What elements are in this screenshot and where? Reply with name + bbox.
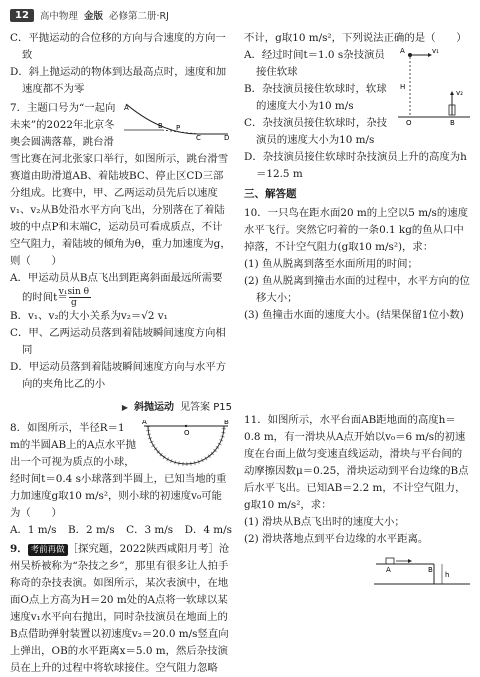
topic-title: 斜抛运动	[134, 402, 175, 413]
book-title: 高中物理	[39, 11, 78, 22]
q8-options	[10, 522, 232, 539]
q8-option-d: D．4 m/s	[184, 524, 232, 536]
edition-label: 必修第二册·RJ	[108, 11, 169, 22]
q9-stem-continued: 不计，g取10 m/s²，下列说法正确的是（ ）	[244, 32, 467, 44]
q10-stem: 10．一只鸟在距水面20 m的上空以5 m/s的速度水平飞行。突然它叼着的一条0.1 kg的鱼从口中掉落，不计空气阻力(g取10 m/s²)，求：	[244, 207, 469, 253]
figure-11-platform	[372, 552, 472, 588]
fig9-label-a: A	[400, 47, 405, 55]
q6-option-c: C．平抛运动的合位移的方向与合速度的方向一致	[10, 32, 226, 61]
question-11	[244, 412, 472, 588]
page-header	[10, 6, 470, 24]
q7-stem: 7．主题口号为“一起向未来”的2022年北京冬奥会圆满落幕，跳台滑雪比赛在河北张家口举行，如图所示，跳台滑雪赛道由助滑道AB、着陆坡BC、停止区CD三部分组成。比赛中，甲、乙两运动员先后以速度v₁、v₂从B处沿水平方向飞出，分别落在了着陆坡的中点P和末端C，运动员可看成质点，不计空气阻力，着陆坡的倾角为θ，重力加速度为g，则（ ）	[10, 102, 231, 267]
q10-item-1: (1) 鱼从脱离到落至水面所用的时间；	[244, 258, 418, 270]
fig7-label-a: A	[124, 104, 129, 112]
q7-option-a	[10, 270, 232, 308]
fig9-label-h: H	[400, 83, 406, 91]
fig7-label-c: C	[196, 134, 201, 140]
q6-option-d: D．斜上抛运动的物体到达最高点时，速度和加速度都不为零	[10, 66, 227, 95]
fig7-label-d: D	[224, 134, 230, 140]
q7-fraction-denominator: g	[71, 298, 77, 308]
q9-stem-block	[10, 541, 232, 677]
q9-stem: ［探究题，2022陕西咸阳月考］沧州吴桥被称为“杂技之乡”，那里有很多让人拍手称奇的杂技表演。如图所示，某次表演中，在地面O点上方高为H＝20 m处的A点将一软球以某速度v₁水平向右抛出，同时杂技演员在地面上的B点借助弹射装置以初速度v₂＝20.0 m/s竖直向上弹出，OB的水平距离x＝5.0 m，然后杂技演员在上升的过程中将软球接住。空气阻力忽略	[10, 543, 230, 674]
fig9-label-v1: v₁	[432, 47, 439, 55]
q11-item-2: (2) 滑块落地点到平台边缘的水平距离。	[244, 533, 429, 545]
q7-option-b: B．v₁、v₂的大小关系为v₂＝√2 v₁	[10, 310, 168, 322]
q10-item-3: (3) 鱼撞击水面的速度大小。(结果保留1位小数)	[244, 309, 464, 321]
q7-fraction	[58, 287, 91, 308]
q9-option-d: D．杂技演员接住软球时杂技演员上升的高度为h＝12.5 m	[244, 151, 467, 180]
fig11-label-b: B	[428, 566, 433, 574]
q8-option-b: B．2 m/s	[68, 524, 115, 536]
triangle-icon: ▶	[121, 403, 129, 412]
question-7	[10, 100, 232, 393]
fig9-label-o: O	[406, 119, 412, 127]
figure-7-ski-jump	[122, 100, 232, 140]
review-tag: 考前再做	[28, 544, 68, 556]
figure-9-acrobat	[396, 47, 472, 127]
fig11-label-h: h	[445, 571, 450, 579]
section-title: 三、解答题	[244, 188, 297, 200]
question-8	[10, 420, 232, 539]
fig8-label-o: O	[184, 429, 190, 437]
question-9	[10, 541, 232, 677]
topic-answer-ref: 见答案 P15	[180, 402, 232, 413]
left-column	[10, 30, 232, 677]
right-column	[244, 30, 472, 588]
q8-option-c: C．3 m/s	[126, 524, 174, 536]
fig8-label-b: B	[224, 420, 229, 426]
q11-stem: 11．如图所示，水平台面AB距地面的高度h＝0.8 m，有一滑块从A点开始以v₀＝6 m/s的初速度在台面上做匀变速直线运动，滑块与平台间的动摩擦因数μ＝0.25，滑块运动到平台边缘的B点后水平飞出。已知AB＝2.2 m，不计空气阻力，g取10 m/s²，求：	[244, 414, 469, 511]
fig7-label-p: P	[176, 124, 181, 132]
q9-option-b: B．杂技演员接住软球时，软球的速度大小为10 m/s	[244, 83, 387, 112]
answer-space	[244, 324, 472, 410]
q8-stem: 8．如图所示，半径R＝1 m的半圆AB上的A点水平抛出一个可视为质点的小球，经时间t＝0.4 s小球落到半圆上，已知当地的重力加速度g取10 m/s²，则小球的初速度v₀可能为（ ）	[10, 422, 227, 519]
q7-option-d: D．甲运动员落到着陆坡瞬间速度方向与水平方向的夹角比乙的小	[10, 361, 227, 390]
q7-fraction-numerator: v₁sin θ	[58, 287, 90, 297]
q9-option-a: A．经过时间t＝1.0 s杂技演员接住软球	[244, 49, 385, 78]
q10-item-2: (2) 鱼从脱离到撞击水面的过程中，水平方向的位移大小；	[244, 275, 470, 304]
q11-item-1: (1) 滑块从B点飞出时的速度大小；	[244, 516, 405, 528]
q9-option-c: C．杂技演员接住软球时，杂技演员的速度大小为10 m/s	[244, 117, 388, 146]
q9-options	[244, 47, 472, 183]
q8-option-a: A．1 m/s	[10, 524, 57, 536]
q7-option-a-text: A．甲运动员从B点飞出到距离斜面最远所需要的时间t＝	[10, 272, 223, 304]
fig9-label-b: B	[450, 119, 455, 127]
fig7-label-b: B	[158, 122, 163, 130]
topic-bar	[10, 399, 232, 416]
page-number: 12	[10, 9, 34, 22]
q9-number: 9．	[10, 543, 28, 555]
question-10	[244, 205, 472, 324]
q7-option-c: C．甲、乙两运动员落到着陆坡瞬间速度方向相同	[10, 327, 226, 356]
brand-logo: 金版	[83, 11, 103, 22]
fig8-label-a: A	[142, 420, 147, 426]
figure-8-semicircle	[140, 420, 232, 470]
fig9-label-v2: v₂	[456, 89, 463, 97]
fig11-label-a: A	[386, 566, 391, 574]
